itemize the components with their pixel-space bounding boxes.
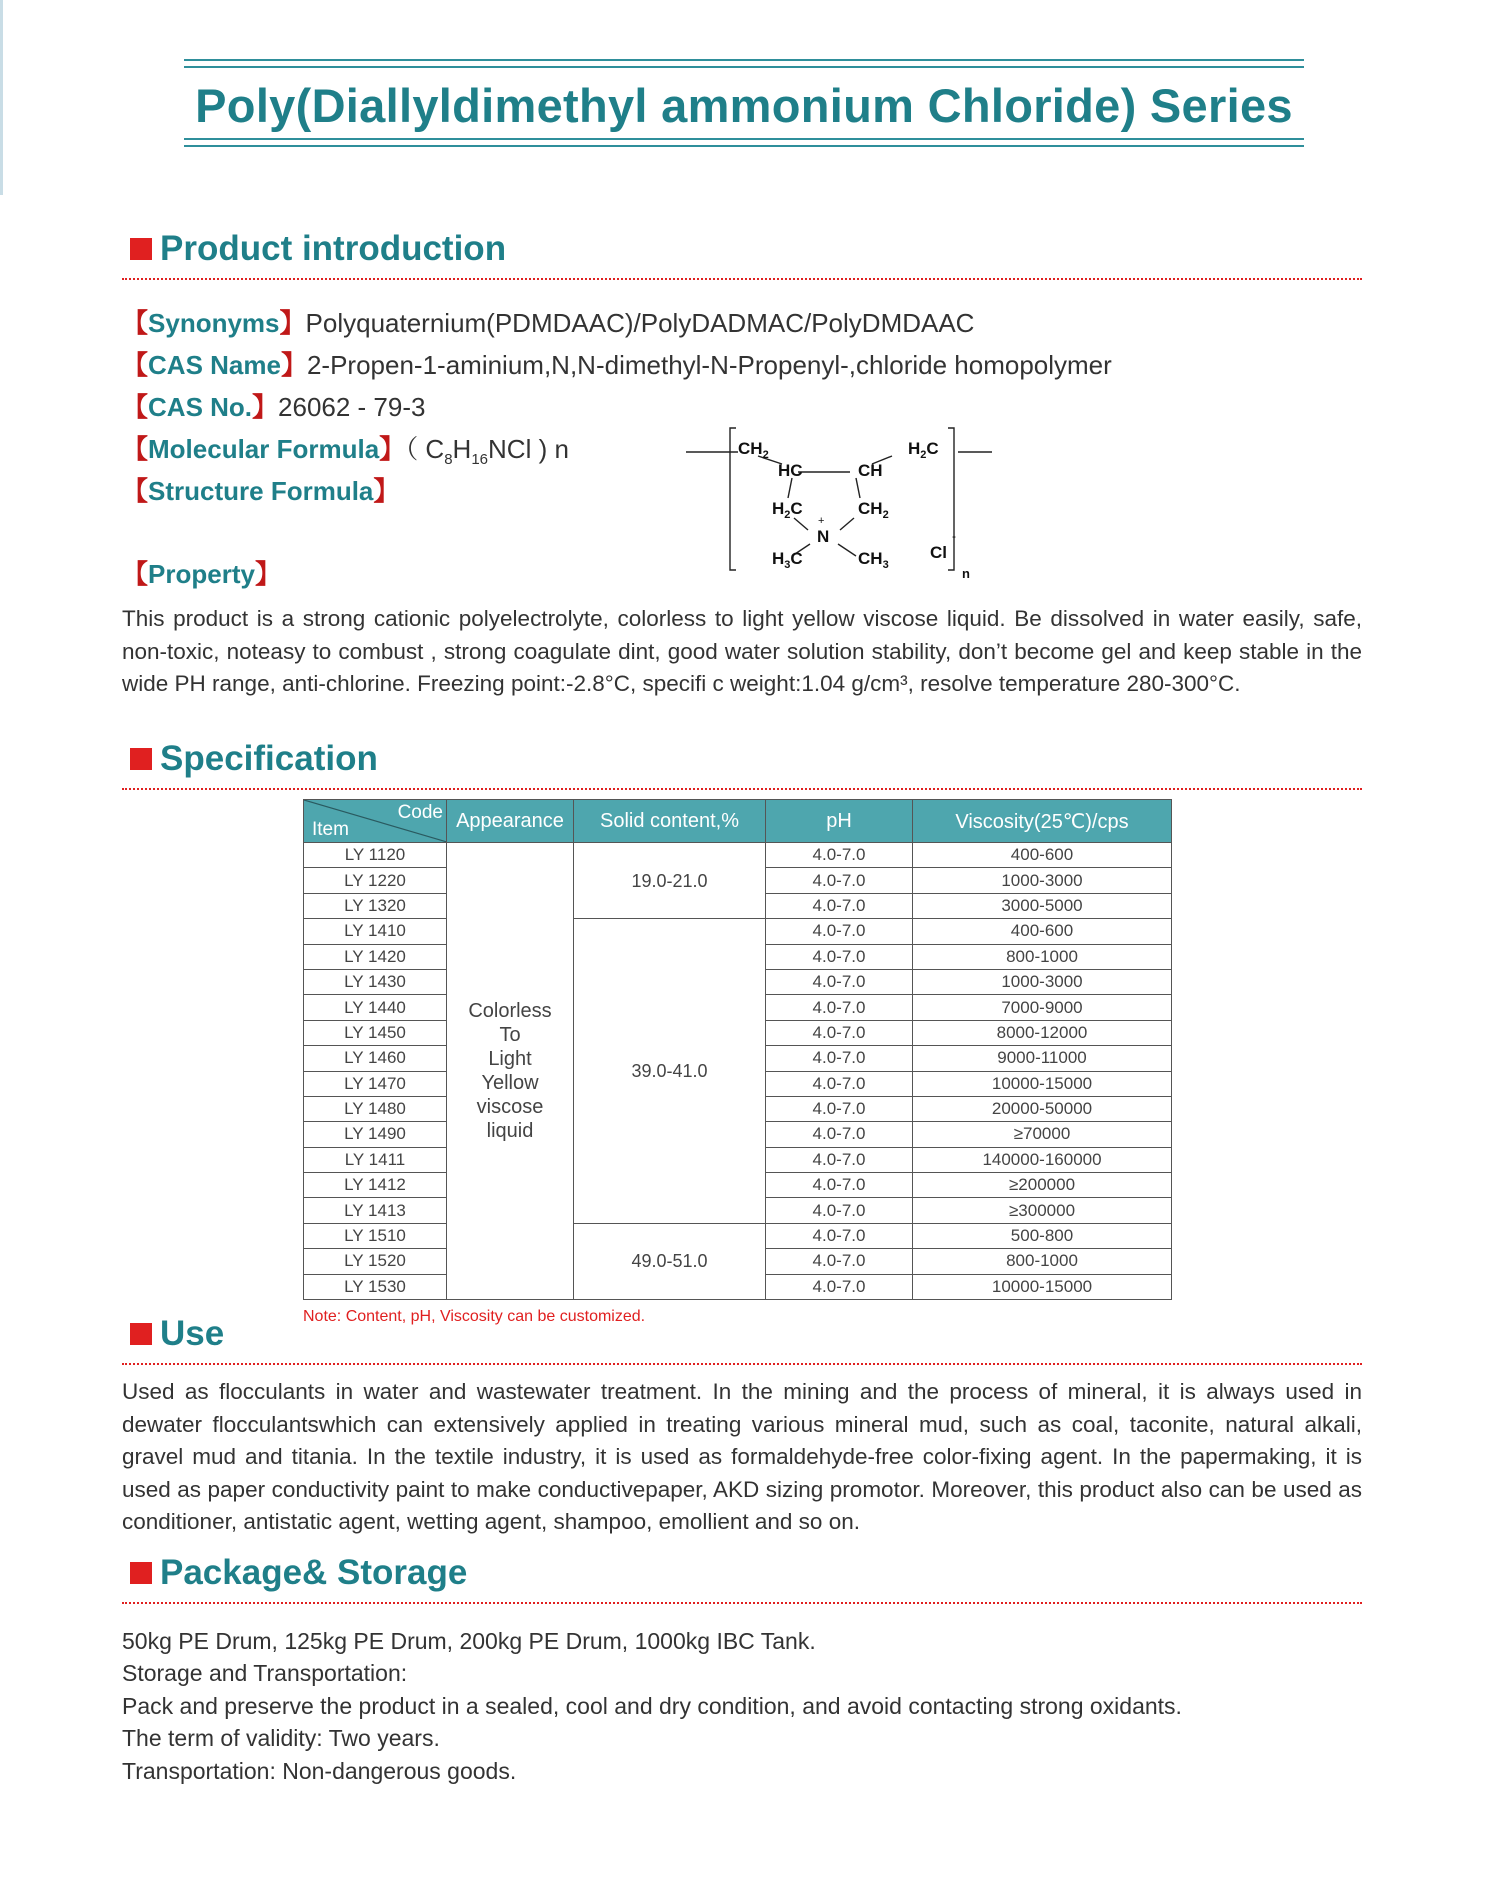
- struct-minus: -: [952, 529, 956, 543]
- table-note: Note: Content, pH, Viscosity can be customized.: [303, 1308, 646, 1325]
- package-line-3: Pack and preserve the product in a sealed, cool and dry condition, and avoid contacting strong oxidants.: [122, 1693, 1182, 1719]
- cell-viscosity: 3000-5000: [913, 893, 1172, 918]
- section-square-icon: [130, 238, 152, 260]
- cell-code: LY 1490: [304, 1122, 447, 1147]
- cell-viscosity: 1000-3000: [913, 868, 1172, 893]
- field-synonyms: [122, 306, 974, 340]
- field-label: Synonyms: [148, 308, 280, 338]
- spec-table-body: [304, 843, 1172, 1300]
- header-code-item: [304, 800, 447, 843]
- section-square-icon: [130, 748, 152, 770]
- section-square-icon: [130, 1562, 152, 1584]
- struct-n: N: [817, 527, 830, 546]
- table-header-row: [304, 800, 1172, 843]
- page-edge-bar: [0, 0, 3, 195]
- cell-viscosity: 1000-3000: [913, 969, 1172, 994]
- cell-ph: 4.0-7.0: [766, 1096, 913, 1121]
- bracket-open: 【: [122, 434, 149, 464]
- struct-ch: CH: [858, 461, 883, 480]
- cell-solid-content: 19.0-21.0: [574, 843, 766, 919]
- cell-viscosity: ≥70000: [913, 1122, 1172, 1147]
- package-line-4: The term of validity: Two years.: [122, 1725, 440, 1751]
- field-structure-formula: [122, 474, 399, 508]
- field-label: Structure Formula: [148, 476, 374, 506]
- header-solid-content: Solid content,%: [574, 800, 766, 843]
- use-text: Used as flocculants in water and wastewater treatment. In the mining and the process of mineral, it is always used in dewater flocculantswhich can extensively applied in treating various mineral mud, such as coal, taconite, natural alkali, gravel mud and titania. In the textile industry, it is used as formaldehyde-free color-fixing agent. In the papermaking, it is used as paper conductivity paint to make conductivepaper, AKD sizing promotor. Moreover, this product also can be used as conditioner, antistatic agent, wetting agent, shampoo, emollient and so on.: [122, 1379, 1362, 1534]
- cell-viscosity: 7000-9000: [913, 995, 1172, 1020]
- bracket-open: 【: [122, 392, 149, 422]
- section-title: Specification: [160, 739, 378, 778]
- field-label: CAS No.: [148, 392, 253, 422]
- package-line-1: 50kg PE Drum, 125kg PE Drum, 200kg PE Drum, 1000kg IBC Tank.: [122, 1628, 816, 1654]
- cell-code: LY 1510: [304, 1223, 447, 1248]
- bracket-open: 【: [122, 559, 149, 589]
- package-line-2: Storage and Transportation:: [122, 1660, 408, 1686]
- cell-code: LY 1450: [304, 1020, 447, 1045]
- struct-cl: Cl: [930, 543, 947, 562]
- field-label: CAS Name: [148, 350, 281, 380]
- cell-ph: 4.0-7.0: [766, 868, 913, 893]
- section-title: Package& Storage: [160, 1553, 468, 1592]
- cell-viscosity: 500-800: [913, 1223, 1172, 1248]
- cell-solid-content: 49.0-51.0: [574, 1223, 766, 1299]
- field-molecular-formula: [122, 432, 569, 477]
- dotted-divider: [122, 278, 1362, 280]
- bracket-open: 【: [122, 476, 149, 506]
- field-value: 26062 - 79-3: [278, 392, 426, 422]
- cell-viscosity: 9000-11000: [913, 1046, 1172, 1071]
- page-title: Poly(Diallyldimethyl ammonium Chloride) Series: [195, 79, 1293, 132]
- cell-ph: 4.0-7.0: [766, 1147, 913, 1172]
- struct-ch3: $CH_3$: [858, 549, 889, 571]
- table-row: [304, 843, 1172, 868]
- cell-code: LY 1460: [304, 1046, 447, 1071]
- header-item: Item: [312, 819, 349, 840]
- dotted-divider: [122, 788, 1362, 790]
- cell-code: LY 1220: [304, 868, 447, 893]
- cell-code: LY 1530: [304, 1274, 447, 1299]
- title-rule-top-2: [184, 66, 1304, 68]
- cell-code: LY 1480: [304, 1096, 447, 1121]
- struct-ch2-low: $CH_2$: [858, 499, 889, 521]
- bracket-close: 】: [373, 476, 400, 506]
- bracket-open: 【: [122, 350, 149, 380]
- cell-code: LY 1420: [304, 944, 447, 969]
- cell-viscosity: 140000-160000: [913, 1147, 1172, 1172]
- cell-code: LY 1120: [304, 843, 447, 868]
- field-value: Polyquaternium(PDMDAAC)/PolyDADMAC/PolyDMDAAC: [305, 308, 975, 338]
- cell-viscosity: 400-600: [913, 919, 1172, 944]
- section-title: Use: [160, 1314, 225, 1353]
- cell-code: LY 1440: [304, 995, 447, 1020]
- formula-sub-c: 8: [444, 451, 453, 469]
- cell-code: LY 1411: [304, 1147, 447, 1172]
- cell-viscosity: 800-1000: [913, 1249, 1172, 1274]
- struct-sub-n: n: [962, 566, 970, 581]
- header-viscosity: Viscosity(25℃)/cps: [913, 800, 1172, 843]
- cell-ph: 4.0-7.0: [766, 1249, 913, 1274]
- formula-h: H: [452, 434, 472, 464]
- cell-solid-content: 39.0-41.0: [574, 919, 766, 1224]
- struct-plus: +: [818, 515, 825, 527]
- appearance-line: Colorless: [468, 1000, 552, 1023]
- cell-viscosity: ≥300000: [913, 1198, 1172, 1223]
- field-label: Molecular Formula: [148, 434, 380, 464]
- struct-h3c: $H_3C$: [772, 549, 803, 571]
- appearance-line: Light: [488, 1048, 532, 1071]
- package-line-5: Transportation: Non-dangerous goods.: [122, 1758, 517, 1784]
- struct-h2c-low: $H_2C$: [772, 499, 803, 521]
- cell-viscosity: 8000-12000: [913, 1020, 1172, 1045]
- title-rule-bottom-1: [184, 138, 1304, 140]
- cell-appearance: [447, 843, 574, 1300]
- field-label: Property: [148, 559, 255, 589]
- struct-h2c-right: $H_2C$: [908, 439, 939, 461]
- cell-code: LY 1470: [304, 1071, 447, 1096]
- field-cas-no: [122, 390, 425, 424]
- appearance-line: liquid: [486, 1120, 534, 1143]
- formula-rest: NCl ) n: [488, 434, 569, 464]
- cell-code: LY 1320: [304, 893, 447, 918]
- title-rule-bottom-2: [184, 145, 1304, 147]
- dotted-divider: [122, 1363, 1362, 1365]
- cell-ph: 4.0-7.0: [766, 944, 913, 969]
- cell-ph: 4.0-7.0: [766, 893, 913, 918]
- section-title: Product introduction: [160, 229, 507, 268]
- appearance-line: Yellow: [481, 1072, 539, 1095]
- cell-ph: 4.0-7.0: [766, 919, 913, 944]
- cell-ph: 4.0-7.0: [766, 1122, 913, 1147]
- title-rule-top-1: [184, 59, 1304, 61]
- struct-hc: HC: [778, 461, 803, 480]
- cell-ph: 4.0-7.0: [766, 1223, 913, 1248]
- cell-ph: 4.0-7.0: [766, 1173, 913, 1198]
- structure-formula-diagram: [686, 422, 996, 582]
- cell-ph: 4.0-7.0: [766, 1274, 913, 1299]
- cell-ph: 4.0-7.0: [766, 1020, 913, 1045]
- bracket-close: 】: [254, 559, 281, 589]
- formula-prefix: （ C: [405, 434, 445, 464]
- struct-ch2-left: $CH_2$: [738, 439, 769, 461]
- cell-viscosity: 10000-15000: [913, 1071, 1172, 1096]
- cell-ph: 4.0-7.0: [766, 995, 913, 1020]
- field-property: [122, 557, 281, 591]
- field-value: 2-Propen-1-aminium,N,N-dimethyl-N-Propenyl-,chloride homopolymer: [306, 350, 1112, 380]
- bracket-close: 】: [280, 350, 307, 380]
- cell-ph: 4.0-7.0: [766, 1198, 913, 1223]
- appearance-line: To: [499, 1024, 521, 1047]
- cell-code: LY 1520: [304, 1249, 447, 1274]
- section-square-icon: [130, 1323, 152, 1345]
- header-code: Code: [397, 802, 443, 823]
- cell-code: LY 1430: [304, 969, 447, 994]
- appearance-line: viscose: [476, 1096, 544, 1119]
- field-cas-name: [122, 348, 1112, 382]
- header-appearance: Appearance: [447, 800, 574, 843]
- spec-table: [303, 799, 1172, 1300]
- bracket-close: 】: [252, 392, 279, 422]
- bracket-close: 】: [279, 308, 306, 338]
- dotted-divider: [122, 1602, 1362, 1604]
- cell-ph: 4.0-7.0: [766, 1046, 913, 1071]
- cell-viscosity: ≥200000: [913, 1173, 1172, 1198]
- cell-ph: 4.0-7.0: [766, 843, 913, 868]
- cell-ph: 4.0-7.0: [766, 1071, 913, 1096]
- cell-viscosity: 800-1000: [913, 944, 1172, 969]
- cell-code: LY 1410: [304, 919, 447, 944]
- table-row: [304, 919, 1172, 944]
- property-text: This product is a strong cationic polyelectrolyte, colorless to light yellow viscose liquid. Be dissolved in water easily, safe, non-toxic, noteasy to combust , strong coagulate dint, good water solution stability, don’t become gel and keep stable in the wide PH range, anti-chlorine. Freezing point:-2.8°C, specifi c weight:1.04 g/cm³, resolve temperature 280-300°C.: [122, 606, 1362, 696]
- cell-ph: 4.0-7.0: [766, 969, 913, 994]
- cell-viscosity: 10000-15000: [913, 1274, 1172, 1299]
- formula-sub-h: 16: [471, 451, 489, 469]
- bracket-close: 】: [379, 434, 406, 464]
- cell-viscosity: 400-600: [913, 843, 1172, 868]
- cell-code: LY 1413: [304, 1198, 447, 1223]
- cell-viscosity: 20000-50000: [913, 1096, 1172, 1121]
- header-ph: pH: [766, 800, 913, 843]
- cell-code: LY 1412: [304, 1173, 447, 1198]
- table-row: [304, 1223, 1172, 1248]
- bracket-open: 【: [122, 308, 149, 338]
